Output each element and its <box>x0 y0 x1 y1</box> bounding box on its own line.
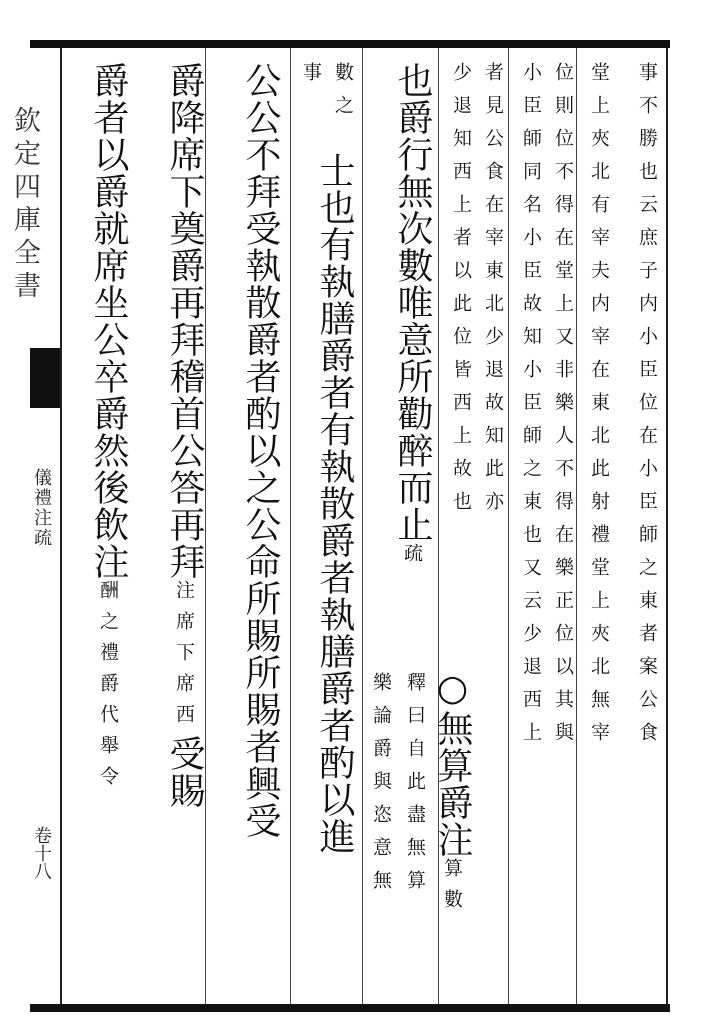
column-divider <box>362 48 363 1004</box>
column-divider <box>290 48 291 1004</box>
margin-strip <box>0 48 60 1004</box>
main-text-segment: ○無算爵 <box>432 668 473 821</box>
main-text-column-11: 公公不拜受執散爵者酌以之公命所賜所賜者興受 <box>240 62 281 839</box>
zhu-marker: 注 <box>432 821 473 858</box>
column-divider <box>508 48 509 1004</box>
main-text-column-10: 士也有執膳爵者有執散爵者執膳爵者酌以進 <box>314 152 355 855</box>
zhu-marker: 注 <box>173 580 195 611</box>
shu-annotation-right: 釋曰自此盡無算 <box>404 672 426 903</box>
black-fishtail-mark <box>30 348 60 408</box>
main-text-column-13 <box>72 62 130 992</box>
shu-annotation-left: 樂論爵與恣意無 <box>370 672 392 903</box>
collection-title: 欽定四庫全書 <box>9 106 40 304</box>
book-title: 儀禮注疏 <box>31 468 52 548</box>
main-text-segment: 受賜 <box>164 735 205 809</box>
column-9-small-a: 數之 <box>332 62 354 128</box>
column-9-small-b: 事 <box>300 62 322 95</box>
commentary-column-3: 位則位不得在堂上又非樂人不得在樂正位以其與 <box>552 62 574 755</box>
annotation-segment: 酬之禮爵代舉令 <box>97 580 119 797</box>
main-text-column-12 <box>150 62 206 992</box>
commentary-column-6: 少退知西上者以此位皆西上故也 <box>450 62 472 524</box>
column-7-lead: 也爵行無次數唯意所勸醉而止 <box>392 62 433 543</box>
column-divider <box>576 48 577 1004</box>
commentary-column-5: 者見公食在宰東北少退故知此亦 <box>482 62 504 524</box>
main-text-segment: 爵降席下奠爵再拜稽首公答再拜 <box>164 62 205 580</box>
volume-number: 卷十八 <box>31 826 52 880</box>
commentary-column-1: 事不勝也云庶子内小臣位在小臣師之東者案公食 <box>636 62 658 755</box>
main-text-segment: 爵者以爵就席坐公卒爵然後飲 <box>88 62 129 543</box>
frame-rule-right <box>666 48 668 1004</box>
annotation-segment: 算數 <box>441 858 463 920</box>
commentary-column-4: 小臣師同名小臣故知小臣師之東也又云少退西上 <box>520 62 542 755</box>
annotation-segment: 席下席西 <box>173 611 195 735</box>
main-text-wusuanjue <box>432 668 478 988</box>
zhu-marker: 注 <box>88 543 129 580</box>
shu-marker: 疏 <box>401 543 423 574</box>
frame-rule-left <box>60 48 62 1004</box>
commentary-column-2: 堂上夾北有宰夫内宰在東北此射禮堂上夾北無宰 <box>588 62 610 755</box>
